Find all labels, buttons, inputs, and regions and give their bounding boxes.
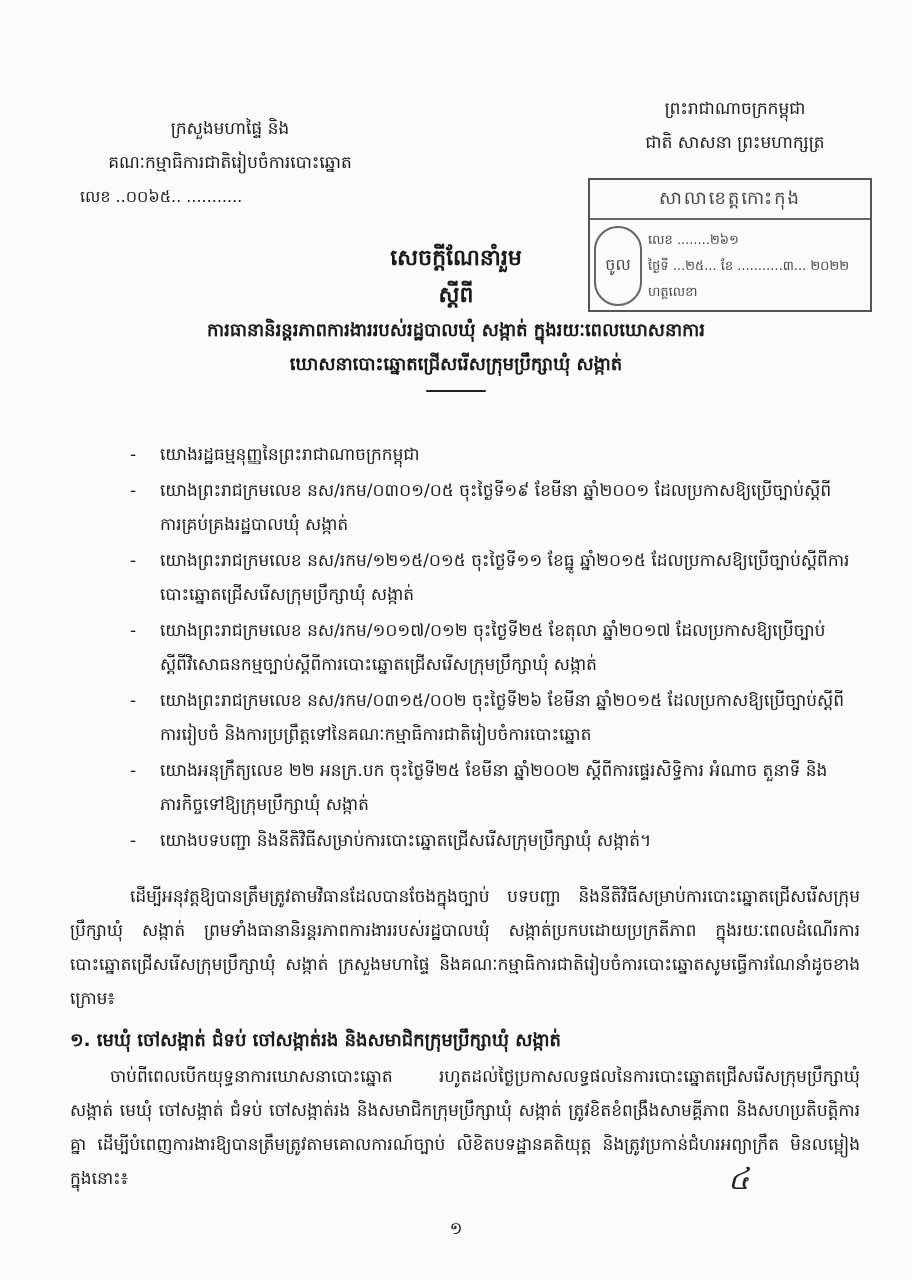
stamp-date: ថ្ងៃទី ...២៥... ខែ ...........៣... ២០២២: [648, 259, 850, 274]
reference-item: - យោងព្រះរាជក្រមលេខ នស/រកម/១០១៧/០១២ ចុះថ្ងៃទី២៥ ខែតុលា ឆ្នាំ២០១៧ ដែលប្រកាសឱ្យប្រើច្បាប់ស្ដីពីវិសោធនកម្មច្បាប់ស្ដីពីការបោះឆ្នោតជ្រើសរើសក្រុមប្រឹក្សាឃុំ សង្កាត់: [130, 614, 850, 682]
document-subtitle: ស្ដីពី: [438, 283, 474, 308]
stamp-title: សាលាខេត្តកោះកុង: [590, 180, 870, 220]
page-number: ១: [449, 1219, 463, 1239]
national-motto: ជាតិ សាសនា ព្រះមហាក្សត្រ: [645, 133, 825, 153]
reference-item: - យោងអនុក្រឹត្យលេខ ២២ អនក្រ.បក ចុះថ្ងៃទី២៥ ខែមីនា ឆ្នាំ២០០២ ស្ដីពីការផ្ទេរសិទ្ធិការ អំណាច តួនាទី និងភារកិច្ចទៅឱ្យក្រុមប្រឹក្សាឃុំ សង្កាត់: [130, 754, 850, 822]
intro-paragraph: ដើម្បីអនុវត្តឱ្យបានត្រឹមត្រូវតាមវិធានដែលបានចែងក្នុងច្បាប់ បទបញ្ជា និងនីតិវិធីសម្រាប់ការបោះឆ្នោតជ្រើសរើសក្រុមប្រឹក្សាឃុំ សង្កាត់ ព្រមទាំងធានានិរន្តរភាពការងាររបស់រដ្ឋបាលឃុំ សង្កាត់ប្រកបដោយប្រក្រតីភាព ក្នុងរយៈពេលដំណើរការបោះឆ្នោតជ្រើសរើសក្រុមប្រឹក្សាឃុំ សង្កាត់ ក្រសួងមហាផ្ទៃ និងគណៈកម្មាធិការជាតិរៀបចំការបោះឆ្នោតសូមធ្វើការណែនាំដូចខាងក្រោម៖: [70, 887, 860, 1009]
reference-number: លេខ ..០០៦៥.. ...........: [80, 187, 243, 206]
reference-item: - យោងព្រះរាជក្រមលេខ នស/រកម/០៣០១/០៥ ចុះថ្ងៃទី១៩ ខែមីនា ឆ្នាំ២០០១ ដែលប្រកាសឱ្យប្រើច្បាប់ស្ដីពីការគ្រប់គ្រងរដ្ឋបាលឃុំ សង្កាត់: [130, 474, 850, 542]
reference-item: - យោងព្រះរាជក្រមលេខ នស/រកម/០៣១៥/០០២ ចុះថ្ងៃទី២៦ ខែមីនា ឆ្នាំ២០១៥ ដែលប្រកាសឱ្យប្រើច្បាប់ស្ដីពីការរៀបចំ និងការប្រព្រឹត្តទៅនៃគណៈកម្មាធិការជាតិរៀបចំការបោះឆ្នោត: [130, 684, 850, 752]
reference-item: - យោងព្រះរាជក្រមលេខ នស/រកម/១២១៥/០១៥ ចុះថ្ងៃទី១១ ខែធ្នូ ឆ្នាំ២០១៥ ដែលប្រកាសឱ្យប្រើច្បាប់ស្ដីពីការបោះឆ្នោតជ្រើសរើសក្រុមប្រឹក្សាឃុំ សង្កាត់: [130, 544, 850, 612]
document-title: សេចក្ដីណែនាំរួម: [390, 246, 522, 271]
document-title-block: [200, 240, 712, 392]
section-1-paragraph: ចាប់ពីពេលបើកយុទ្ធនាការឃោសនាបោះឆ្នោត រហូតដល់ថ្ងៃប្រកាសលទ្ធផលនៃការបោះឆ្នោតជ្រើសរើសក្រុមប្រឹក្សាឃុំ សង្កាត់ មេឃុំ ចៅសង្កាត់ ជំទប់ ចៅសង្កាត់រង និងសមាជិកក្រុមប្រឹក្សាឃុំ សង្កាត់ ត្រូវខិតខំពង្រឹងសាមគ្គីភាព និងសហប្រតិបត្តិការគ្នា ដើម្បីបំពេញការងារឱ្យបានត្រឹមត្រូវតាមគោលការណ៍ច្បាប់ លិខិតបទដ្ឋានគតិយុត្ត និងត្រូវប្រកាន់ជំហរអព្យាក្រឹត មិនលម្អៀង ក្នុងនោះ៖: [70, 1067, 860, 1189]
header-right: [600, 92, 870, 160]
stamp-signature: ហត្ថលេខា: [648, 285, 698, 300]
ministry-name: ក្រសួងមហាផ្ទៃ និង: [170, 119, 290, 139]
title-divider: [426, 390, 486, 392]
reference-item: - យោងបទបញ្ជា និងនីតិវិធីសម្រាប់ការបោះឆ្នោតជ្រើសរើសក្រុមប្រឹក្សាឃុំ សង្កាត់។: [130, 824, 850, 858]
reference-item: - យោងរដ្ឋធម្មនុញ្ញនៃព្រះរាជាណាចក្រកម្ពុជា: [130, 438, 850, 472]
document-subject-line-1: ការធានានិរន្តរភាពការងាររបស់រដ្ឋបាលឃុំ សង្កាត់ ក្នុងរយៈពេលឃោសនាការ: [207, 320, 705, 341]
header-left: [80, 112, 380, 214]
stamp-number: លេខ ........២៦១: [648, 233, 739, 248]
section-1-heading: ១. មេឃុំ ចៅសង្កាត់ ជំទប់ ចៅសង្កាត់រង និងសមាជិកក្រុមប្រឹក្សាឃុំ សង្កាត់: [70, 1030, 561, 1051]
document-subject-line-2: ឃោសនាបោះឆ្នោតជ្រើសរើសក្រុមប្រឹក្សាឃុំ សង្កាត់: [289, 354, 623, 375]
handwritten-mark: ៤: [728, 1162, 750, 1197]
committee-name: គណៈកម្មាធិការជាតិរៀបចំការបោះឆ្នោត: [108, 153, 352, 173]
references-list: [130, 438, 850, 860]
stamp-seal: ចូល: [594, 226, 642, 306]
kingdom-name: ព្រះរាជាណាចក្រកម្ពុជា: [664, 99, 806, 119]
